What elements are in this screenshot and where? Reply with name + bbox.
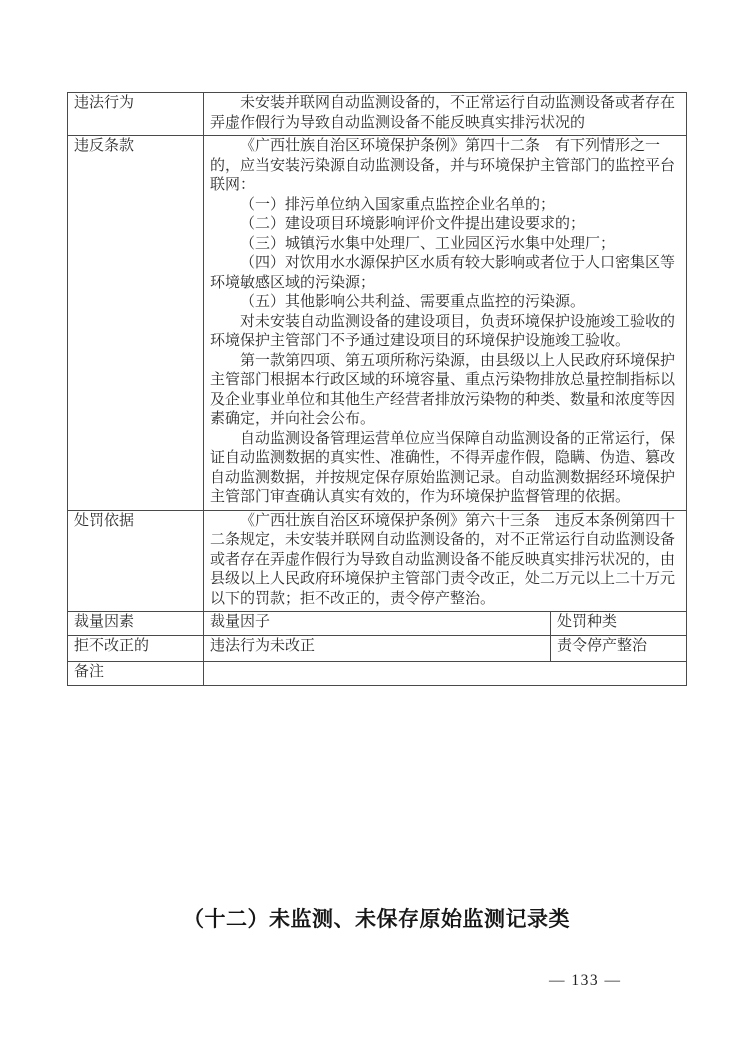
table-row-refusal <box>68 636 687 662</box>
table-row-discretion-header <box>68 612 687 636</box>
discretion-label: 裁量因素 <box>68 612 204 636</box>
clause-paragraph: （三）城镇污水集中处理厂、工业园区污水集中处理厂； <box>240 235 616 252</box>
table-row-basis <box>68 510 687 612</box>
clause-content <box>204 136 687 511</box>
penalty-type-header: 处罚种类 <box>551 612 687 636</box>
remark-label: 备注 <box>68 662 204 686</box>
clause-paragraph: 自动监测设备管理运营单位应当保障自动监测设备的正常运行，保证自动监测数据的真实性、准确性，不得弄虚作假，隐瞒、伪造、篡改自动监测数据，并按规定保存原始监测记录。自动监测数据经环境保护主管部门审查确认真实有效的，作为环境保护监督管理的依据。 <box>210 430 676 505</box>
discretion-factor-header: 裁量因子 <box>204 612 551 636</box>
basis-content <box>204 510 687 612</box>
basis-text: 《广西壮族自治区环境保护条例》第六十三条 违反本条例第四十二条规定，未安装并联网自动监测设备的，对不正常运行自动监测设备或者存在弄虚作假行为导致自动监测设备不能反映真实排污状况的，由县级以上人民政府环境保护主管部门责令改正，处二万元以上二十万元以下的罚款；拒不改正的，责令停产整治。 <box>210 512 676 607</box>
clause-paragraph: （二）建设项目环境影响评价文件提出建设要求的； <box>240 216 586 232</box>
penalty-rule-table <box>67 92 687 686</box>
clause-label: 违反条款 <box>68 136 204 511</box>
clause-paragraph: （一）排污单位纳入国家重点监控企业名单的； <box>240 196 556 213</box>
clause-paragraph: 《广西壮族自治区环境保护条例》第四十二条 有下列情形之一的，应当安装污染源自动监测设备，并与环境保护主管部门的监控平台联网： <box>210 138 676 193</box>
table-row-remark <box>68 662 687 686</box>
table-row-clause <box>68 136 687 511</box>
clause-paragraph: （五）其他影响公共利益、需要重点监控的污染源。 <box>240 294 586 310</box>
table-row-violation <box>68 93 687 136</box>
page-number: — 133 — <box>549 972 622 989</box>
clause-paragraph: （四）对饮用水水源保护区水质有较大影响或者位于人口密集区等环境敏感区域的污染源； <box>210 255 676 291</box>
violation-label: 违法行为 <box>68 93 204 136</box>
refusal-factor: 违法行为未改正 <box>204 636 551 662</box>
section-heading: （十二）未监测、未保存原始监测记录类 <box>183 908 570 931</box>
clause-paragraph: 第一款第四项、第五项所称污染源，由县级以上人民政府环境保护主管部门根据本行政区域的环境容量、重点污染物排放总量控制指标以及企业事业单位和其他生产经营者排放污染物的种类、数量和浓度等因素确定，并向社会公布。 <box>210 352 676 427</box>
basis-label: 处罚依据 <box>68 510 204 612</box>
refusal-penalty-type: 责令停产整治 <box>551 636 687 662</box>
violation-content <box>204 93 687 136</box>
remark-value <box>204 662 687 686</box>
violation-text: 未安装并联网自动监测设备的，不正常运行自动监测设备或者存在弄虚作假行为导致自动监测设备不能反映真实排污状况的 <box>210 95 676 131</box>
clause-paragraph: 对未安装自动监测设备的建设项目，负责环境保护设施竣工验收的环境保护主管部门不予通过建设项目的环境保护设施竣工验收。 <box>210 313 676 349</box>
refusal-label: 拒不改正的 <box>68 636 204 662</box>
